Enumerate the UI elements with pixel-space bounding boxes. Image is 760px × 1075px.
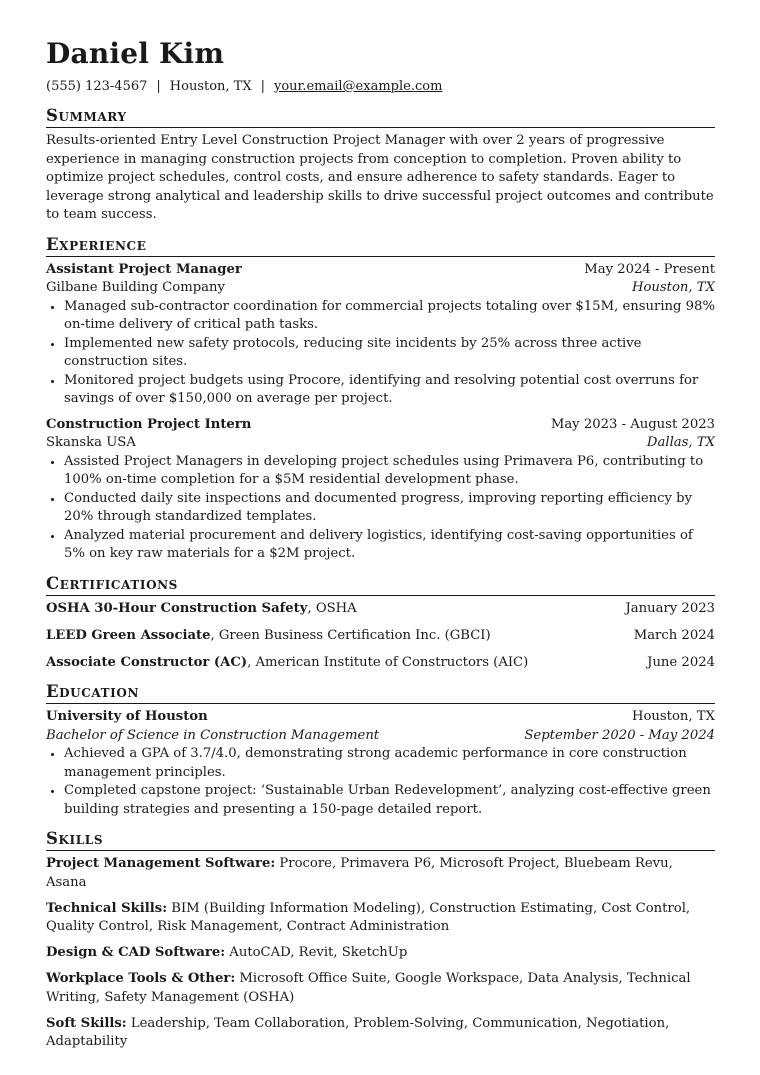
job-bullets	[46, 298, 715, 409]
education-section	[46, 682, 715, 819]
email-link[interactable]: your.email@example.com	[274, 79, 443, 94]
job-bullet: • Analyzed material procurement and delivery logistics, identifying cost-saving opportunities of 5% on key raw materials for a $2M project.	[64, 527, 715, 564]
contact-separator: |	[260, 79, 265, 94]
certification-date: March 2024	[633, 627, 715, 643]
job-entry	[46, 261, 715, 409]
skill-value: Leadership, Team Collaboration, Problem-Solving, Communication, Negotiation, Adaptability	[46, 1015, 670, 1049]
skill-value: Procore, Primavera P6, Microsoft Project, Bluebeam Revu, Asana	[46, 856, 673, 890]
skill-line	[46, 855, 715, 892]
job-role: Construction Project Intern	[46, 416, 252, 432]
job-bullet: • Assisted Project Managers in developing project schedules using Primavera P6, contributing to 100% on-time completion for a $5M residential development phase.	[64, 453, 715, 490]
skill-label: Soft Skills:	[46, 1015, 127, 1031]
job-role: Assistant Project Manager	[46, 261, 242, 277]
skill-value: AutoCAD, Revit, SketchUp	[225, 945, 408, 960]
resume-page	[46, 38, 715, 1052]
school-location: Houston, TX	[631, 709, 715, 724]
job-entry	[46, 416, 715, 564]
skill-line	[46, 1015, 715, 1052]
job-bullet: • Implemented new safety protocols, reducing site incidents by 25% across three active construction sites.	[64, 335, 715, 372]
job-location: Houston, TX	[631, 280, 715, 295]
summary-section	[46, 106, 715, 225]
job-dates: May 2023 - August 2023	[550, 416, 715, 432]
certification-date: January 2023	[625, 600, 715, 616]
job-bullet: • Monitored project budgets using Procore, identifying and resolving potential cost overruns for savings of over $150,000 on average per project.	[64, 372, 715, 409]
skill-value: BIM (Building Information Modeling), Construction Estimating, Cost Control, Quality Control, Risk Management, Contract Administration	[46, 900, 691, 934]
summary-text: Results-oriented Entry Level Construction Project Manager with over 2 years of progressive experience in managing construction projects from conception to completion. Proven ability to optimize project schedules, control costs, and ensure adherence to safety standards. Eager to leverage strong analytical and leadership skills to drive successful project outcomes and contribute to team success.	[46, 133, 714, 222]
section-title-education: Education	[46, 682, 715, 704]
skill-label: Technical Skills:	[46, 900, 168, 916]
certification-date: June 2024	[647, 654, 715, 670]
section-title-summary: Summary	[46, 106, 715, 128]
contact-line	[46, 78, 715, 96]
certification-item	[46, 627, 715, 646]
education-bullet: • Achieved a GPA of 3.7/4.0, demonstrating strong academic performance in core construction management principles.	[64, 745, 715, 782]
education-bullet: • Completed capstone project: ‘Sustainable Urban Redevelopment’, analyzing cost-effective green building strategies and presenting a 150-page detailed report.	[64, 782, 715, 819]
skill-line	[46, 900, 715, 937]
skill-line	[46, 944, 715, 963]
job-location: Dallas, TX	[646, 435, 715, 450]
certification-issuer: , Green Business Certification Inc. (GBCI)	[210, 627, 491, 643]
school-name: University of Houston	[46, 709, 208, 724]
certification-name: OSHA 30-Hour Construction Safety	[46, 600, 308, 616]
skill-label: Workplace Tools & Other:	[46, 971, 236, 986]
certification-issuer: , American Institute of Constructors (AIC)	[247, 654, 529, 670]
section-title-experience: Experience	[46, 235, 715, 257]
certification-name: Associate Constructor (AC)	[46, 654, 248, 670]
section-title-certifications: Certifications	[46, 574, 715, 596]
degree-name: Bachelor of Science in Construction Management	[46, 727, 380, 743]
skills-section	[46, 829, 715, 1052]
job-bullet: • Managed sub-contractor coordination for commercial projects totaling over $15M, ensuring 98% on-time delivery of critical path tasks.	[64, 298, 715, 335]
certification-name: LEED Green Associate	[46, 627, 211, 643]
experience-section	[46, 235, 715, 564]
contact-separator: |	[156, 79, 161, 94]
job-company: Skanska USA	[46, 435, 136, 450]
candidate-name: Daniel Kim	[46, 37, 225, 70]
job-dates: May 2024 - Present	[584, 261, 715, 277]
certifications-section	[46, 574, 715, 673]
education-dates: September 2020 - May 2024	[524, 727, 715, 743]
certification-item	[46, 600, 715, 619]
job-bullet: • Conducted daily site inspections and documented progress, improving reporting efficiency by 20% through standardized templates.	[64, 490, 715, 527]
certification-issuer: , OSHA	[307, 600, 357, 616]
skill-value: Microsoft Office Suite, Google Workspace, Data Analysis, Technical Writing, Safety Management (OSHA)	[46, 971, 691, 1005]
skill-label: Project Management Software:	[46, 856, 276, 871]
phone-number: (555) 123-4567	[46, 79, 148, 94]
skill-label: Design & CAD Software:	[46, 945, 226, 960]
location: Houston, TX	[169, 79, 252, 94]
job-bullets	[46, 453, 715, 564]
section-title-skills: Skills	[46, 829, 715, 851]
certification-item	[46, 654, 715, 673]
education-bullets	[46, 745, 715, 819]
skill-line	[46, 970, 715, 1007]
job-company: Gilbane Building Company	[46, 280, 225, 295]
